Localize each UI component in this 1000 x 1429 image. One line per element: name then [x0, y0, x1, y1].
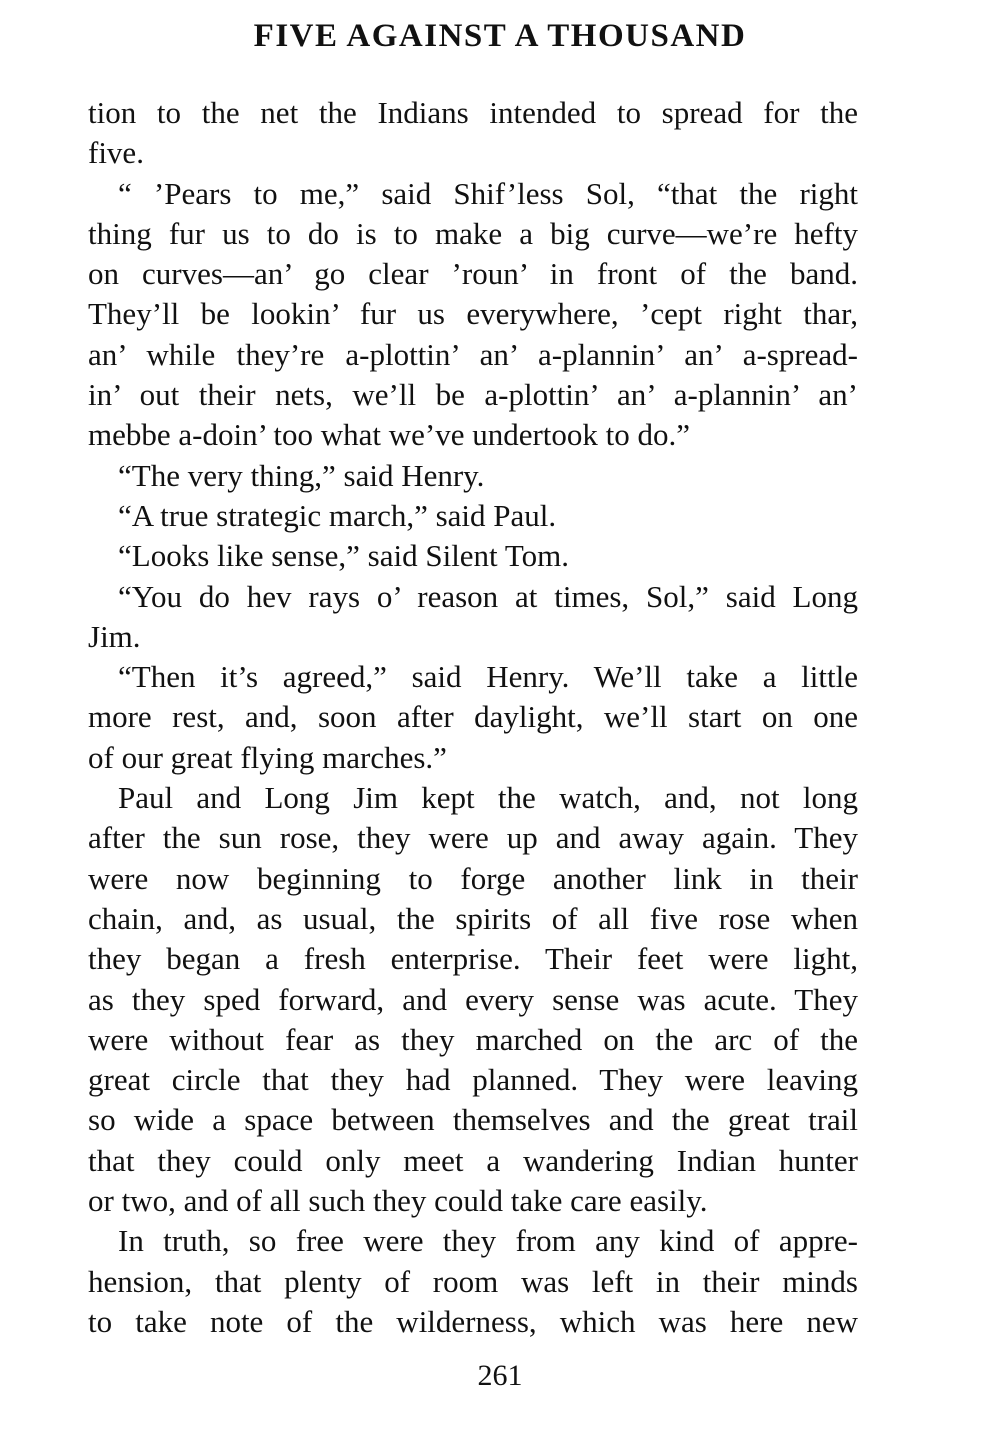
- text-line: that they could only meet a wandering Indian hunter: [88, 1142, 858, 1178]
- body-text: [88, 93, 858, 1342]
- text-line: “A true strategic march,” said Paul.: [118, 497, 557, 533]
- text-line: of our great flying marches.”: [88, 739, 447, 775]
- text-line: they began a fresh enterprise. Their feet were light,: [88, 941, 858, 977]
- text-line: were now beginning to forge another link in their: [88, 860, 858, 896]
- text-line: on curves—an’ go clear ’roun’ in front of the band.: [88, 256, 858, 292]
- text-line: “You do hev rays o’ reason at times, Sol,” said Long: [118, 578, 858, 614]
- text-line: hension, that plenty of room was left in their minds: [88, 1263, 858, 1299]
- text-line: Jim.: [88, 618, 141, 654]
- text-line: as they sped forward, and every sense was acute. They: [88, 981, 858, 1017]
- text-line: an’ while they’re a-plottin’ an’ a-plannin’ an’ a-spread-: [88, 336, 858, 372]
- text-line: to take note of the wilderness, which was here new: [88, 1303, 858, 1339]
- text-line: Paul and Long Jim kept the watch, and, not long: [118, 780, 858, 816]
- text-line: so wide a space between themselves and the great trail: [88, 1102, 858, 1138]
- text-line: “Then it’s agreed,” said Henry. We’ll take a little: [118, 659, 858, 695]
- text-line: In truth, so free were they from any kind of appre-: [118, 1223, 858, 1259]
- text-line: more rest, and, soon after daylight, we’ll start on one: [88, 699, 858, 735]
- text-line: great circle that they had planned. They were leaving: [88, 1062, 858, 1098]
- text-line: “Looks like sense,” said Silent Tom.: [118, 538, 569, 574]
- text-line: “ ’Pears to me,” said Shif’less Sol, “that the right: [118, 175, 858, 211]
- text-line: thing fur us to do is to make a big curve—we’re hefty: [88, 215, 858, 251]
- text-line: mebbe a-doin’ too what we’ve undertook to do.”: [88, 417, 691, 453]
- text-line: tion to the net the Indians intended to spread for the: [88, 95, 858, 130]
- text-line: after the sun rose, they were up and away again. They: [88, 820, 858, 856]
- text-line: or two, and of all such they could take care easily.: [88, 1183, 708, 1219]
- text-line: in’ out their nets, we’ll be a-plottin’ an’ a-plannin’ an’: [88, 377, 858, 413]
- page-number: 261: [477, 1359, 523, 1392]
- running-head: FIVE AGAINST A THOUSAND: [253, 18, 747, 54]
- text-line: “The very thing,” said Henry.: [118, 457, 485, 493]
- text-line: They’ll be lookin’ fur us everywhere, ’cept right thar,: [88, 296, 858, 332]
- text-line: were without fear as they marched on the arc of the: [88, 1021, 858, 1057]
- text-line: five.: [88, 135, 144, 171]
- text-line: chain, and, as usual, the spirits of all five rose when: [88, 900, 858, 936]
